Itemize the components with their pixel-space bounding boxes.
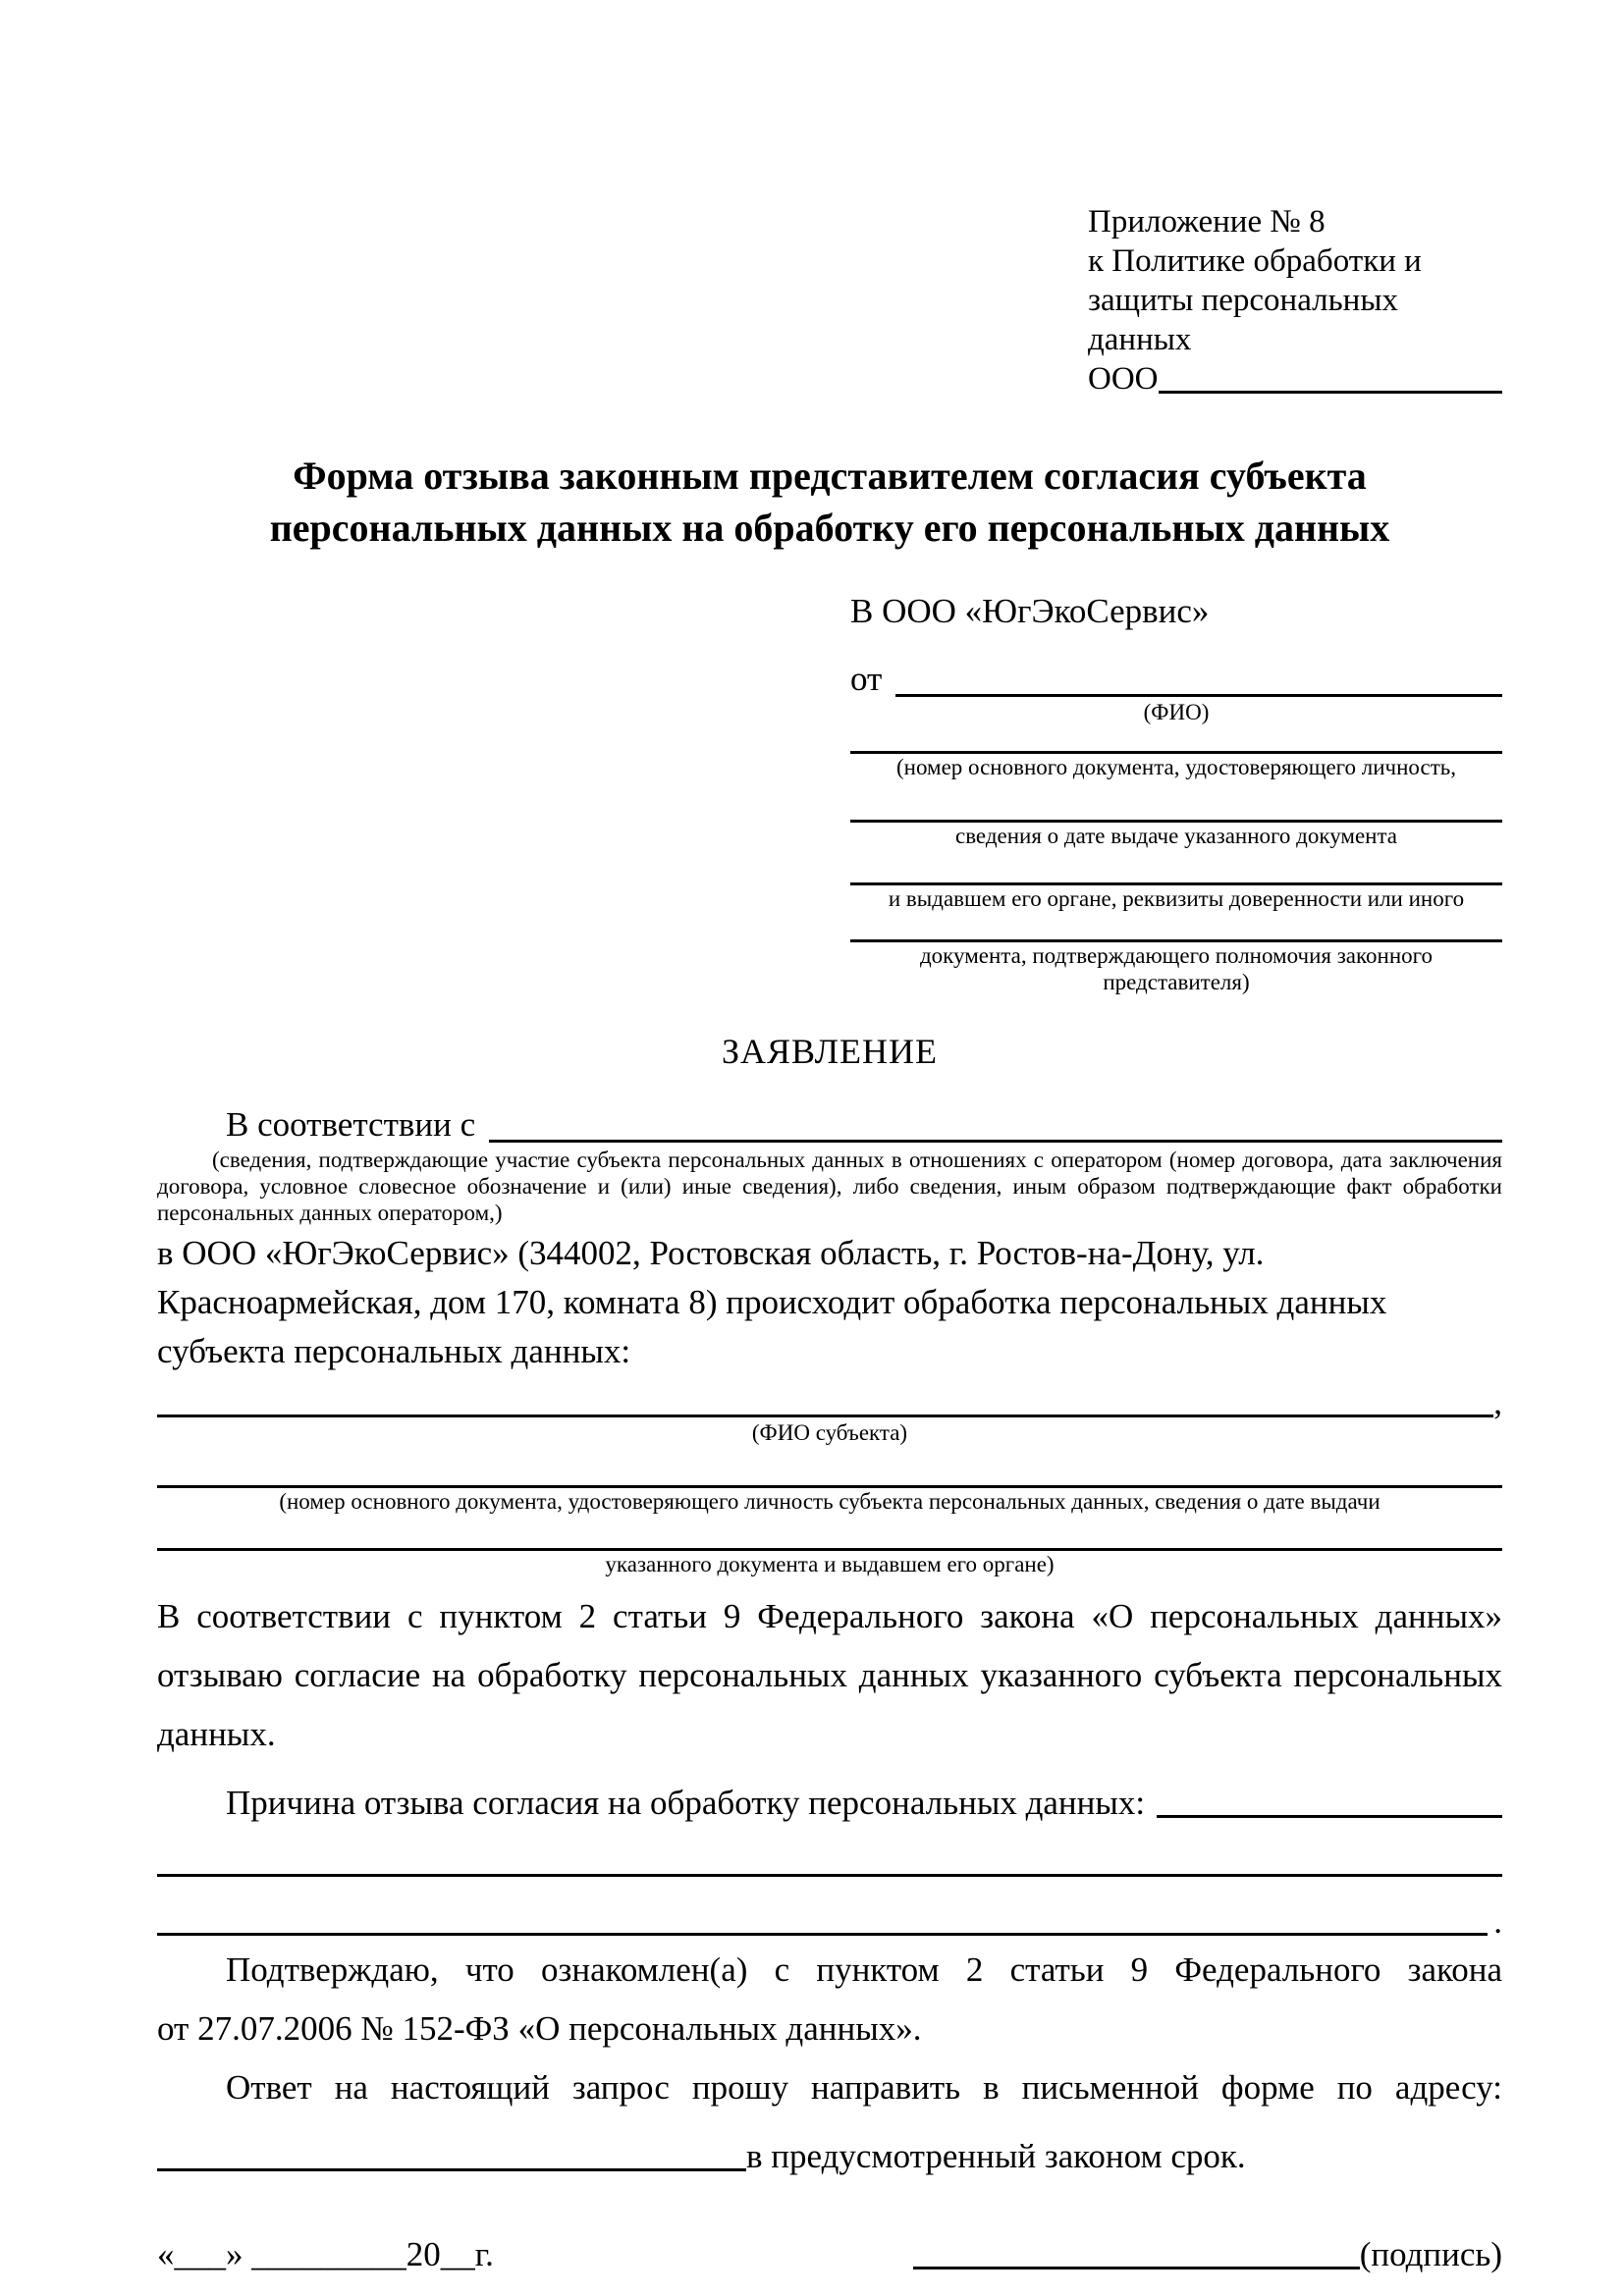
appendix-line: Приложение № 8 (1088, 204, 1326, 240)
operator-paragraph-line: субъекта персональных данных: (157, 1332, 631, 1370)
operator-paragraph-line: в ООО «ЮгЭкоСервис» (344002, Ростовская область, г. Ростов-на-Дону, ул. (157, 1234, 1265, 1272)
ooo-label: ООО (1088, 361, 1159, 397)
fio-caption: (ФИО) (1143, 700, 1210, 724)
title-line-2: персональных данных на обработку его персональных данных (269, 506, 1390, 550)
reply-address-row (157, 2117, 1502, 2176)
withdraw-paragraph-line: отзываю согласие на обработку персональных данных указанного субъекта персональных (157, 1656, 1502, 1694)
from-row (850, 654, 1502, 699)
signature-caption: (подпись) (1359, 2235, 1502, 2273)
operator-paragraph (157, 1229, 1502, 1376)
document-number-caption: (номер основного документа, удостоверяющего личность, (895, 755, 1456, 779)
document-title (157, 450, 1502, 554)
withdraw-paragraph (157, 1587, 1502, 1764)
footer-row (157, 2235, 1502, 2274)
appendix-ooo-row (1088, 359, 1502, 399)
subject-fio-comma: , (1493, 1383, 1502, 1421)
reply-paragraph (157, 2058, 1502, 2117)
withdraw-paragraph-line: В соответствии с пунктом 2 статьи 9 Федерального закона «О персональных данных» (157, 1597, 1502, 1635)
appendix-line: к Политике обработки и (1088, 243, 1422, 279)
statement-heading: ЗАЯВЛЕНИЕ (721, 1032, 939, 1071)
reason-row (157, 1764, 1502, 1823)
reason-blank-row (157, 1882, 1502, 1941)
from-label: от (850, 660, 883, 698)
subject-document-caption-2: указанного документа и выдавшем его органе) (605, 1552, 1055, 1576)
reason-label: Причина отзыва согласия на обработку персональных данных: (226, 1784, 1146, 1822)
fine-print: (сведения, подтверждающие участие субъекта персональных данных в отношениях с оператором (номер договора, дата заключения договора, условное словесное обозначение и (или) иные сведения), либо сведения, иным образом подтверждающие факт обработки персональных данных оператором,) (157, 1148, 1502, 1225)
addressee-block (850, 591, 1502, 995)
reason-blank-row (157, 1823, 1502, 1882)
from-blank-line (895, 694, 1502, 697)
issuing-authority-caption: и выдавшем его органе, реквизиты доверенности или иного (888, 886, 1465, 911)
appendix-line: защиты персональных данных (1088, 283, 1398, 357)
reason-period: . (1493, 1902, 1502, 1941)
withdraw-paragraph-line: данных. (157, 1715, 276, 1753)
subject-fio-row (157, 1383, 1502, 1421)
signature-block (913, 2235, 1502, 2274)
representative-authority-caption: документа, подтверждающего полномочия законного представителя) (919, 943, 1433, 994)
subject-fio-blank-line (157, 1415, 1493, 1417)
date-template: «___» _________20__г. (157, 2235, 494, 2273)
confirm-paragraph (157, 1941, 1502, 2058)
reason-blank-line (1157, 1815, 1502, 1818)
reason-blank-line-3 (157, 1933, 1488, 1936)
title-line-1: Форма отзыва законным представителем согласия субъекта (293, 454, 1367, 498)
reply-paragraph-line: Ответ на настоящий запрос прошу направить в письменной форме по адресу: (226, 2068, 1502, 2107)
confirm-paragraph-line: Подтверждаю, что ознакомлен(а) с пунктом 2 статьи 9 Федерального закона (226, 1950, 1502, 1989)
operator-paragraph-line: Красноармейская, дом 170, комната 8) происходит обработка персональных данных (157, 1283, 1387, 1321)
subject-document-caption: (номер основного документа, удостоверяющего личность субъекта персональных данных, сведения о дате выдачи (279, 1489, 1380, 1514)
appendix-block (1088, 202, 1502, 399)
ooo-blank-line (1159, 391, 1503, 394)
reply-suffix: в предусмотренный законом срок. (746, 2137, 1246, 2175)
reason-blank-line-2 (157, 1874, 1502, 1877)
accordance-blank-line (489, 1140, 1502, 1143)
addressee-to: В ООО «ЮгЭкоСервис» (850, 592, 1210, 630)
confirm-paragraph-line: от 27.07.2006 № 152-ФЗ «О персональных данных». (157, 2009, 922, 2048)
reply-address-blank-line (157, 2168, 746, 2171)
accordance-label: В соответствии с (226, 1105, 476, 1144)
issue-date-caption: сведения о дате выдаче указанного документа (954, 824, 1398, 848)
subject-fio-caption: (ФИО субъекта) (751, 1420, 908, 1445)
accordance-row (157, 1095, 1502, 1145)
signature-blank-line (913, 2267, 1360, 2269)
